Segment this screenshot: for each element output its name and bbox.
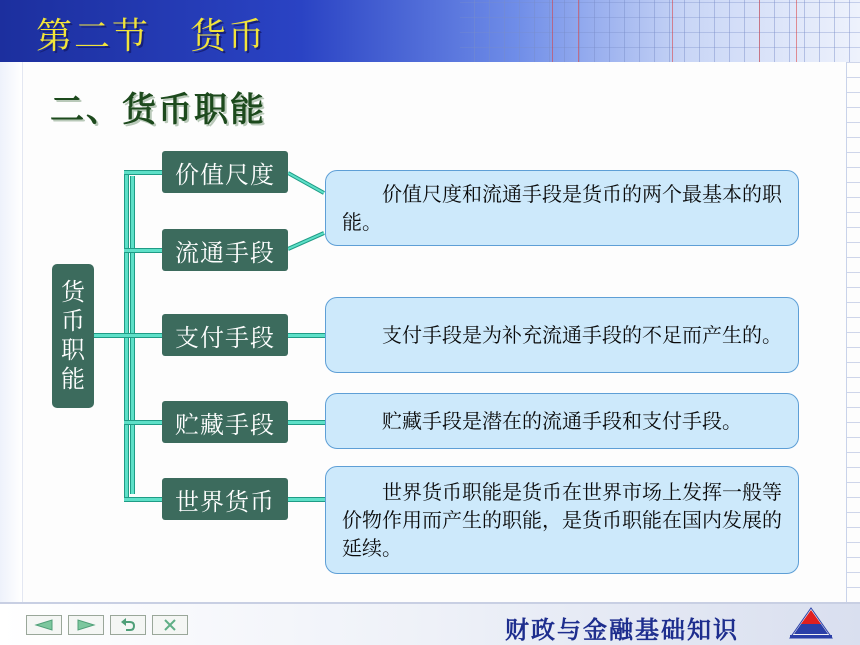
footer-course-title: 财政与金融基础知识 <box>505 615 739 644</box>
prev-icon <box>34 619 54 631</box>
title-part-1: 第二节 <box>36 16 151 57</box>
root-char: 币 <box>61 307 85 335</box>
branch-measure-of-value: 价值尺度 <box>162 151 288 193</box>
description-text: 价值尺度和流通手段是货币的两个最基本的职能。 <box>342 182 782 234</box>
footer-divider <box>0 602 860 604</box>
description-text: 支付手段是为补充流通手段的不足而产生的。 <box>382 323 782 347</box>
connector-fork <box>288 165 328 255</box>
header-red-line <box>759 0 760 62</box>
next-icon <box>76 619 96 631</box>
header-red-line <box>578 0 579 62</box>
branch-world-currency: 世界货币 <box>162 478 288 520</box>
header-grid-decoration <box>460 0 860 62</box>
root-char: 货 <box>61 278 85 306</box>
root-box-currency-functions <box>52 264 94 408</box>
left-margin-bar <box>0 62 23 607</box>
root-char: 职 <box>61 336 85 364</box>
logo-icon <box>788 606 834 640</box>
right-grid-decoration <box>846 62 860 602</box>
header-red-line <box>672 0 673 62</box>
slide-title <box>36 8 266 59</box>
description-box <box>325 466 799 574</box>
branch-medium-of-circulation: 流通手段 <box>162 229 288 271</box>
root-char: 能 <box>61 365 85 393</box>
description-box <box>325 297 799 373</box>
branch-means-of-payment: 支付手段 <box>162 314 288 356</box>
description-box <box>325 393 799 449</box>
section-title: 二、货币职能 <box>50 90 266 130</box>
prev-button[interactable] <box>26 615 62 635</box>
next-button[interactable] <box>68 615 104 635</box>
branch-store-of-value: 贮藏手段 <box>162 401 288 443</box>
return-button[interactable] <box>110 615 146 635</box>
description-text: 贮藏手段是潜在的流通手段和支付手段。 <box>382 409 742 433</box>
description-box <box>325 170 799 246</box>
title-part-2: 货币 <box>190 16 267 57</box>
exit-button[interactable] <box>152 615 188 635</box>
description-text: 世界货币职能是货币在世界市场上发挥一般等价物作用而产生的职能，是货币职能在国内发展的延续。 <box>342 480 782 560</box>
return-icon <box>120 618 136 632</box>
close-icon <box>163 618 177 632</box>
header-red-line <box>796 0 797 62</box>
header-red-line <box>552 0 553 62</box>
